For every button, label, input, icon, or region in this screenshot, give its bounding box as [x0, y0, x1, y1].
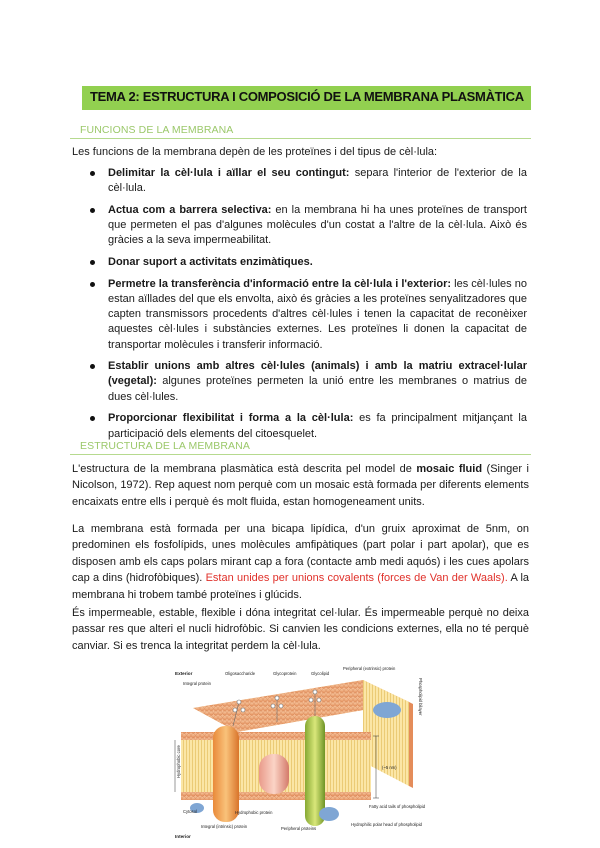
bullet-term: Donar suport a activitats enzimàtiques. — [108, 256, 313, 269]
label-hydrophilic-head: Hydrophilic polar head of phospholipid — [351, 822, 423, 827]
list-item — [90, 203, 527, 249]
function-list — [90, 166, 527, 448]
list-item — [90, 411, 527, 441]
bullet-text: les cèl·lules no estan aïllades del que els envolta, això és gràcies a les proteïnes senyalitzadores que capten transmissors procedents d'altres cèl·lules i tenen la capacitat de reconèixer aquestes cèl·lules i substàncies externes. Les proteïnes li donen la capacitat de transportar molècules i transferir informació. — [108, 277, 527, 351]
label-hydrophobic-protein: Hydrophobic protein — [235, 810, 273, 815]
label-peripheral-top: Peripheral (extrinsic) protein — [343, 666, 396, 671]
bullet-icon — [90, 282, 95, 287]
label-exterior: Exterior — [175, 671, 193, 676]
section-heading-funcions: FUNCIONS DE LA MEMBRANA — [80, 124, 234, 136]
bullet-icon — [90, 208, 95, 213]
bullet-icon — [90, 260, 95, 265]
bullet-icon — [90, 416, 95, 421]
label-integral-protein: Integral protein — [183, 681, 211, 686]
label-glycoprotein: Glycoprotein — [273, 671, 297, 676]
text-run: La membrana està formada per una bicapa lipídica, d'un gruix aproximat de 5nm, on predominen els fosfolípids, unes molècules amfipàtiques (part polar i part apolar), que es disposen amb els caps polars mirant cap a fora (contacte amb medi aquós) i les cues apolars cap a dins (hidrofòbiques). — [72, 523, 529, 585]
mosaic-fluid-term: mosaic fluid — [416, 463, 483, 475]
outer-head-layer — [181, 732, 371, 740]
paragraph-model — [72, 461, 529, 510]
label-phospholipid-bilayer: Phospholipid bilayer — [418, 678, 423, 716]
label-peripheral-proteins: Peripheral proteins — [281, 826, 317, 831]
text-run: L'estructura de la membrana plasmàtica està descrita pel model de — [72, 463, 417, 475]
membrane-diagram — [173, 666, 427, 844]
bullet-term: Establir unions amb altres cèl·lules (animals) i amb la matriu extracel·lular (vegetal): — [108, 360, 527, 388]
bullet-text: algunes proteïnes permeten la unió entre les membranes o matrius de dues cèl·lules. — [108, 375, 527, 403]
bullet-text: es fa principalment mitjançant la participació dels elements del citoesquelet. — [108, 412, 527, 440]
label-interior: Interior — [175, 834, 191, 839]
section-heading-estructura: ESTRUCTURA DE LA MEMBRANA — [80, 440, 250, 452]
paragraph-propietats: És impermeable, estable, flexible i dóna integritat cel·lular. És impermeable perquè no deixa passar res que alteri el nucli hidrofòbic. Si canvien les condicions externes, ella no té perquè canviar. Si es trenca la integritat perdem la cèl·lula. — [72, 607, 529, 652]
section-divider — [70, 138, 531, 139]
label-cytosol: Cytosol — [183, 809, 197, 814]
text-run: A la membrana hi trobem també proteïnes i glúcids. — [72, 572, 530, 601]
hydrophobic-protein — [259, 754, 289, 794]
list-item — [90, 359, 527, 405]
bullet-text: en la membrana hi ha unes proteïnes de transport que permeten el pas d'algunes molècules d'un costat a l'altre de la cèl·lula. Això és gràcies a la seva impermeabilitat. — [108, 203, 527, 247]
bullet-term: Actua com a barrera selectiva: — [108, 203, 272, 216]
intro-paragraph: Les funcions de la membrana depèn de les proteïnes i del tipus de cèl·lula: — [72, 146, 438, 158]
label-integral-intrinsic: Integral (intrinsic) protein — [201, 824, 248, 829]
bullet-term: Permetre la transferència d'informació entre la cèl·lula i l'exterior: — [108, 277, 452, 290]
bullet-term: Proporcionar flexibilitat i forma a la cèl·lula: — [108, 412, 354, 425]
label-glycolipid: Glycolipid — [311, 671, 330, 676]
list-item — [90, 166, 527, 196]
bullet-icon — [90, 171, 95, 176]
highlight-text: Estan unides per unions covalents (forces de Van der Waals). — [205, 572, 508, 585]
text-run: (Singer i Nicolson, 1972). Rep aquest nom perquè com un mosaic està formada per diferents elements encaixats entre ells i perquè és molt fluida, estan homogeneament units. — [72, 463, 529, 508]
integral-protein-left — [213, 726, 239, 822]
bullet-term: Delimitar la cèl·lula i aïllar el seu contingut: — [108, 167, 350, 179]
list-item — [90, 277, 527, 353]
membrane-illustration — [173, 666, 427, 844]
page-title: TEMA 2: ESTRUCTURA I COMPOSICIÓ DE LA MEMBRANA PLASMÀTICA — [90, 89, 524, 104]
peripheral-protein-top — [373, 702, 401, 718]
label-oligosaccharide: Oligosaccharide — [225, 671, 256, 676]
side-heads — [409, 702, 413, 788]
section-divider — [70, 454, 531, 455]
paragraph-bicapa — [72, 521, 529, 603]
peripheral-protein-bottom — [319, 807, 339, 821]
label-fatty-acid-tails: Fatty acid tails of phospholipid — [369, 804, 426, 809]
bullet-text: separa l'interior de l'exterior de la cèl·lula. — [108, 167, 527, 195]
bullet-icon — [90, 364, 95, 369]
label-hydrophobic-core: Hydrophobic core — [176, 745, 181, 778]
label-thickness: (~5 nm) — [382, 765, 397, 770]
list-item — [90, 255, 527, 270]
